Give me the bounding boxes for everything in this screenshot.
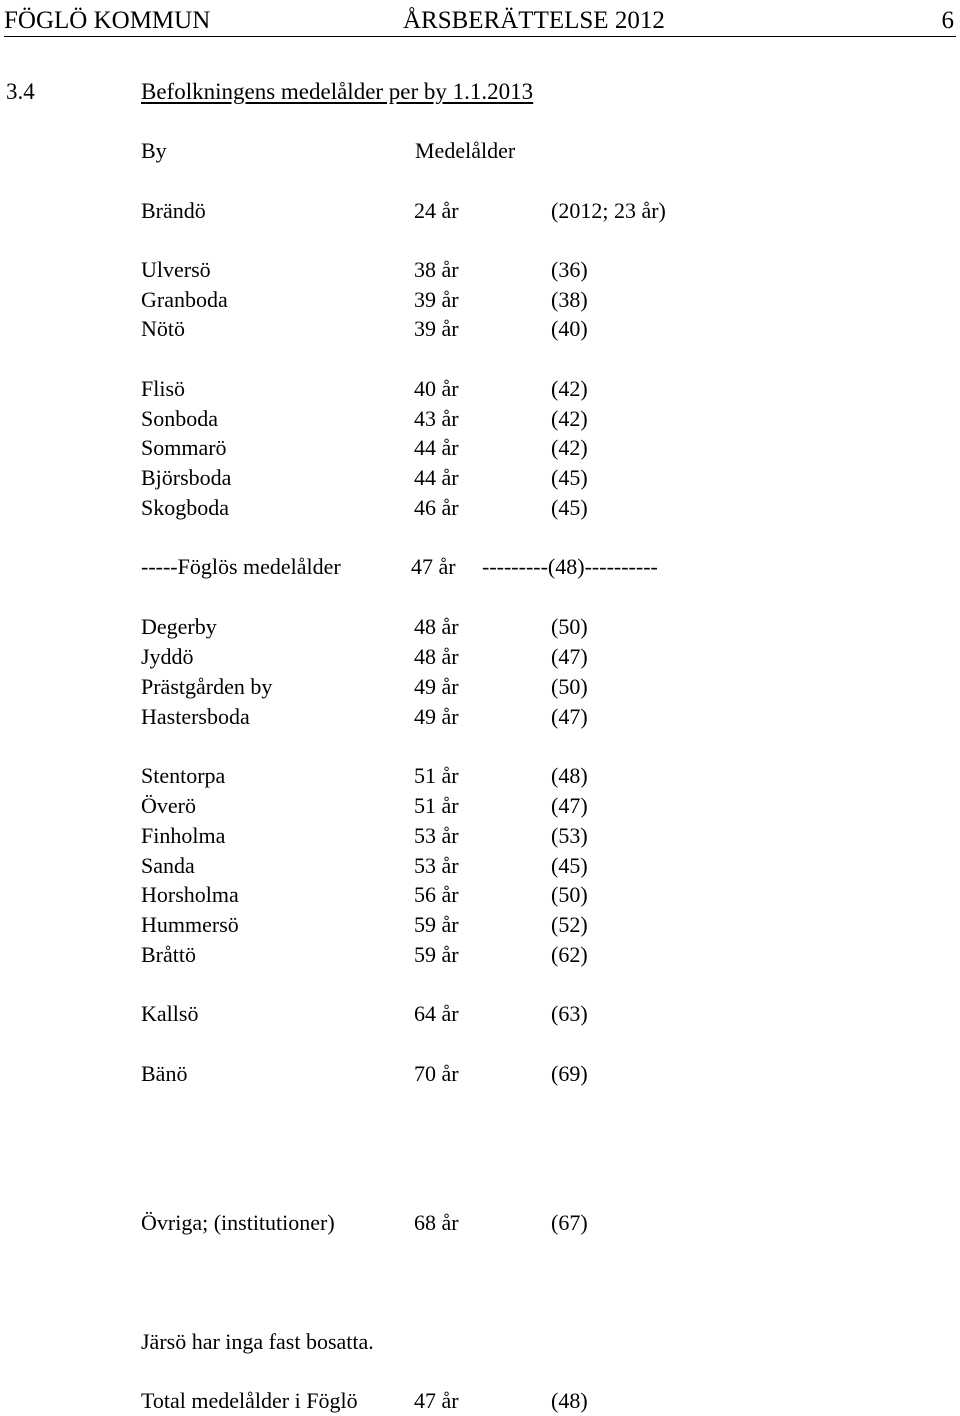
page-number: 6 <box>941 7 954 34</box>
table-row <box>0 706 960 732</box>
average-age: 47 år <box>411 554 456 579</box>
village-name: Överö <box>141 793 196 818</box>
table-row <box>0 259 960 285</box>
average-age: 39 år <box>414 316 459 341</box>
report-title: ÅRSBERÄTTELSE 2012 <box>403 7 665 34</box>
table-row <box>0 200 960 226</box>
previous-age: (45) <box>551 495 588 520</box>
table-row <box>0 765 960 791</box>
table-row <box>0 1003 960 1029</box>
table-row <box>0 616 960 642</box>
table-row <box>0 855 960 881</box>
previous-age: (52) <box>551 912 588 937</box>
average-age: 24 år <box>414 198 459 223</box>
average-age: 53 år <box>414 823 459 848</box>
previous-age: (42) <box>551 376 588 401</box>
village-name: Bråttö <box>141 942 196 967</box>
table-row <box>0 944 960 970</box>
table-row <box>0 497 960 523</box>
municipality-name: FÖGLÖ KOMMUN <box>4 7 211 34</box>
previous-age: (38) <box>551 287 588 312</box>
village-name: Stentorpa <box>141 763 226 788</box>
previous-age: (50) <box>551 674 588 699</box>
village-name: Degerby <box>141 614 217 639</box>
previous-age: (50) <box>551 614 588 639</box>
average-age: 53 år <box>414 853 459 878</box>
table-row <box>0 437 960 463</box>
table-row <box>0 914 960 940</box>
previous-age: (47) <box>551 793 588 818</box>
total-age: 47 år <box>414 1388 459 1413</box>
table-row <box>0 676 960 702</box>
village-name: Övriga; (institutioner) <box>141 1210 335 1235</box>
previous-age: (53) <box>551 823 588 848</box>
table-row <box>0 884 960 910</box>
village-name: Skogboda <box>141 495 229 520</box>
village-name: Flisö <box>141 376 186 401</box>
village-name: Prästgården by <box>141 674 273 699</box>
village-name: Brändö <box>141 198 206 223</box>
village-name: Björsboda <box>141 465 232 490</box>
previous-age: (42) <box>551 406 588 431</box>
average-age: 44 år <box>414 465 459 490</box>
section-title: Befolkningens medelålder per by 1.1.2013 <box>141 79 534 104</box>
village-name: Ulversö <box>141 257 211 282</box>
village-name: Hastersboda <box>141 704 250 729</box>
total-row <box>0 1390 960 1416</box>
village-name: Jyddö <box>141 644 194 669</box>
average-age: 64 år <box>414 1001 459 1026</box>
average-age: 40 år <box>414 376 459 401</box>
previous-age: (50) <box>551 882 588 907</box>
average-age: 68 år <box>414 1210 459 1235</box>
table-header <box>141 140 531 166</box>
village-name: Nötö <box>141 316 185 341</box>
village-name: Bänö <box>141 1061 188 1086</box>
table-row <box>0 289 960 315</box>
municipality-average-row <box>0 556 960 582</box>
previous-age: (63) <box>551 1001 588 1026</box>
table-row <box>0 795 960 821</box>
table-row <box>0 1063 960 1089</box>
village-name: Finholma <box>141 823 226 848</box>
average-age: 48 år <box>414 644 459 669</box>
previous-age: (45) <box>551 465 588 490</box>
total-previous-age: (48) <box>551 1388 588 1413</box>
previous-age: (2012; 23 år) <box>551 198 666 223</box>
average-age: 44 år <box>414 435 459 460</box>
column-village-header: By <box>141 138 167 163</box>
previous-age: (47) <box>551 704 588 729</box>
average-age: 59 år <box>414 912 459 937</box>
previous-age: (36) <box>551 257 588 282</box>
table-row <box>0 646 960 672</box>
average-age: 49 år <box>414 674 459 699</box>
village-name: Horsholma <box>141 882 239 907</box>
previous-age: (40) <box>551 316 588 341</box>
section-number: 3.4 <box>6 79 35 104</box>
table-row <box>0 467 960 493</box>
village-name: Kallsö <box>141 1001 199 1026</box>
average-age: 39 år <box>414 287 459 312</box>
previous-age: (45) <box>551 853 588 878</box>
uninhabited-note: Järsö har inga fast bosatta. <box>141 1329 374 1354</box>
average-age: 51 år <box>414 793 459 818</box>
village-name: Granboda <box>141 287 228 312</box>
average-age: 59 år <box>414 942 459 967</box>
previous-age: (48) <box>551 763 588 788</box>
total-label: Total medelålder i Föglö <box>141 1388 358 1413</box>
average-age: 38 år <box>414 257 459 282</box>
village-name: Sonboda <box>141 406 218 431</box>
previous-age: (69) <box>551 1061 588 1086</box>
average-age: 49 år <box>414 704 459 729</box>
previous-age: ---------(48)---------- <box>482 554 658 579</box>
average-age: 43 år <box>414 406 459 431</box>
previous-age: (67) <box>551 1210 588 1235</box>
table-row <box>0 378 960 404</box>
average-age: 46 år <box>414 495 459 520</box>
average-label: -----Föglös medelålder <box>141 554 341 579</box>
average-age: 48 år <box>414 614 459 639</box>
column-age-header: Medelålder <box>415 138 516 163</box>
average-age: 56 år <box>414 882 459 907</box>
village-name: Sommarö <box>141 435 227 460</box>
village-name: Sanda <box>141 853 195 878</box>
table-row <box>0 318 960 344</box>
page-header <box>4 6 956 37</box>
table-row <box>0 408 960 434</box>
village-name: Hummersö <box>141 912 239 937</box>
previous-age: (62) <box>551 942 588 967</box>
table-row <box>0 1212 960 1238</box>
previous-age: (42) <box>551 435 588 460</box>
average-age: 51 år <box>414 763 459 788</box>
average-age: 70 år <box>414 1061 459 1086</box>
previous-age: (47) <box>551 644 588 669</box>
table-row <box>0 825 960 851</box>
